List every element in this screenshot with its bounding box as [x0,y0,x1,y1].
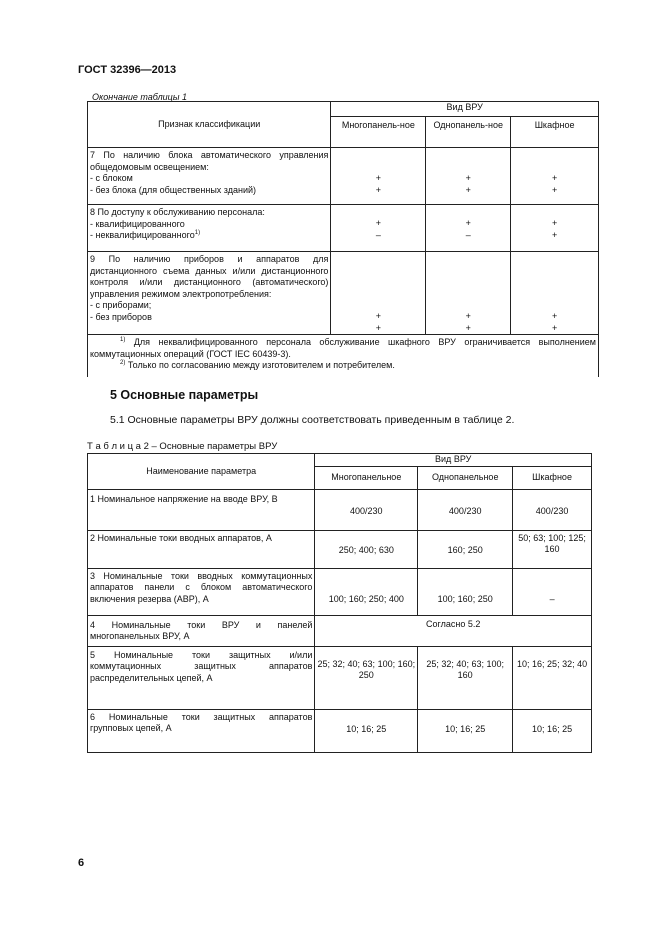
table1-footnote1 [90,337,596,360]
table2-caption: Т а б л и ц а 2 – Основные параметры ВРУ [87,441,278,452]
row8-v1-cabinet: + [551,218,558,228]
table-row [88,148,599,205]
param6-multi: 10; 16; 25 [315,709,418,752]
row9-item2: - без приборов [90,311,152,322]
param1-name: 1 Номинальное напряжение на вводе ВРУ, В [88,489,315,530]
table1-type-multi: Многопанель-ное [331,117,426,148]
param2-cabinet: 50; 63; 100; 125; 160 [513,530,592,568]
table1-col-header: Признак классификации [88,102,331,148]
table-row [88,205,599,252]
row8-item1: - квалифицированного [90,218,185,229]
footnote1-marker: 1) [120,337,126,343]
row8-v1-multi: + [375,218,381,228]
table1 [87,101,599,377]
param6-single: 10; 16; 25 [418,709,513,752]
table-row [88,252,599,335]
param3-name: 3 Номинальные токи вводных коммутационных аппаратов панели с блоком автоматического включения резерва (АВР), А [88,568,315,615]
param6-cabinet: 10; 16; 25 [513,709,592,752]
section-paragraph: 5.1 Основные параметры ВРУ должны соответствовать приведенным в таблице 2. [110,414,515,426]
param2-name: 2 Номинальные токи вводных аппаратов, А [88,530,315,568]
param2-multi: 250; 400; 630 [315,530,418,568]
table2-type-cabinet: Шкафное [513,466,592,489]
table-row [88,615,592,646]
param5-single: 25; 32; 40; 63; 100; 160 [418,646,513,709]
table2-col-header: Наименование параметра [88,454,315,490]
param5-name: 5 Номинальные токи защитных и/или коммутационных защитных аппаратов распределительных цепей, А [88,646,315,709]
row7-item1: - с блоком [90,173,133,183]
table2-type-single: Однопанельное [418,466,513,489]
table2-group-header: Вид ВРУ [315,454,592,467]
row9-v2-cabinet: + [551,322,558,333]
row9-v1-single: + [465,311,471,321]
table-row [88,568,592,615]
row8-title: 8 По доступу к обслуживанию персонала: [90,207,265,217]
section-title: 5 Основные параметры [110,388,259,402]
row7-v1-multi: + [375,173,381,183]
table-row [88,646,592,709]
param3-single: 100; 160; 250 [418,568,513,615]
param2-single: 160; 250 [418,530,513,568]
table-row [88,489,592,530]
param1-cabinet: 400/230 [513,489,592,530]
param4-name: 4 Номинальные токи ВРУ и панелей многопанельных ВРУ, А [88,615,315,646]
row9-v2-single: + [465,322,471,333]
table1-type-cabinet: Шкафное [511,117,599,148]
row9-title: 9 По наличию приборов и аппаратов для дистанционного съема данных и/или дистанционного контроля и/или дистанционного (автоматического) управления режимом электропотребления: [90,254,329,299]
param6-name: 6 Номинальные токи защитных аппаратов групповых цепей, А [88,709,315,752]
page-number: 6 [78,857,85,869]
row9-v1-cabinet: + [551,311,558,321]
row7-v1-single: + [465,173,471,183]
param1-single: 400/230 [418,489,513,530]
footnote2-text: Только по согласованию между изготовителем и потребителем. [127,360,395,370]
row8-v2-multi: – [375,229,381,240]
row7-title: 7 По наличию блока автоматического управления общедомовым освещением: [90,150,329,172]
table-row [88,530,592,568]
param1-multi: 400/230 [315,489,418,530]
footnote1-text: Для неквалифицированного персонала обслуживание шкафного ВРУ ограничивается выполнением коммутационных операций (ГОСТ IEC 60439-3). [90,337,596,359]
param5-cabinet: 10; 16; 25; 32; 40 [513,646,592,709]
row8-v2-single: – [465,229,471,240]
table1-footnote2 [90,360,596,372]
param3-multi: 100; 160; 250; 400 [315,568,418,615]
param3-cabinet: – [513,568,592,615]
row8-v2-cabinet: + [551,229,558,240]
row8-footnote-ref: 1) [194,230,201,236]
table1-continuation-label: Окончание таблицы 1 [92,92,187,102]
document-header: ГОСТ 32396—2013 [78,64,177,76]
row7-v2-single: + [465,184,471,195]
param5-multi: 25; 32; 40; 63; 100; 160; 250 [315,646,418,709]
row7-v2-cabinet: + [551,184,558,195]
table2 [87,453,592,753]
table2-type-multi: Многопанельное [315,466,418,489]
row8-item2: - неквалифицированного [90,230,195,240]
param4-merged: Согласно 5.2 [315,615,592,646]
row8-v1-single: + [465,218,471,228]
footnote2-marker: 2) [120,360,126,366]
table1-type-single: Однопанель-ное [426,117,511,148]
row9-v1-multi: + [375,311,381,321]
row7-item2: - без блока (для общественных зданий) [90,184,257,195]
row7-v1-cabinet: + [551,173,558,183]
table1-group-header: Вид ВРУ [331,102,599,117]
row9-item1: - с приборами; [90,300,152,310]
row7-v2-multi: + [375,184,381,195]
table-row [88,709,592,752]
row9-v2-multi: + [375,322,381,333]
